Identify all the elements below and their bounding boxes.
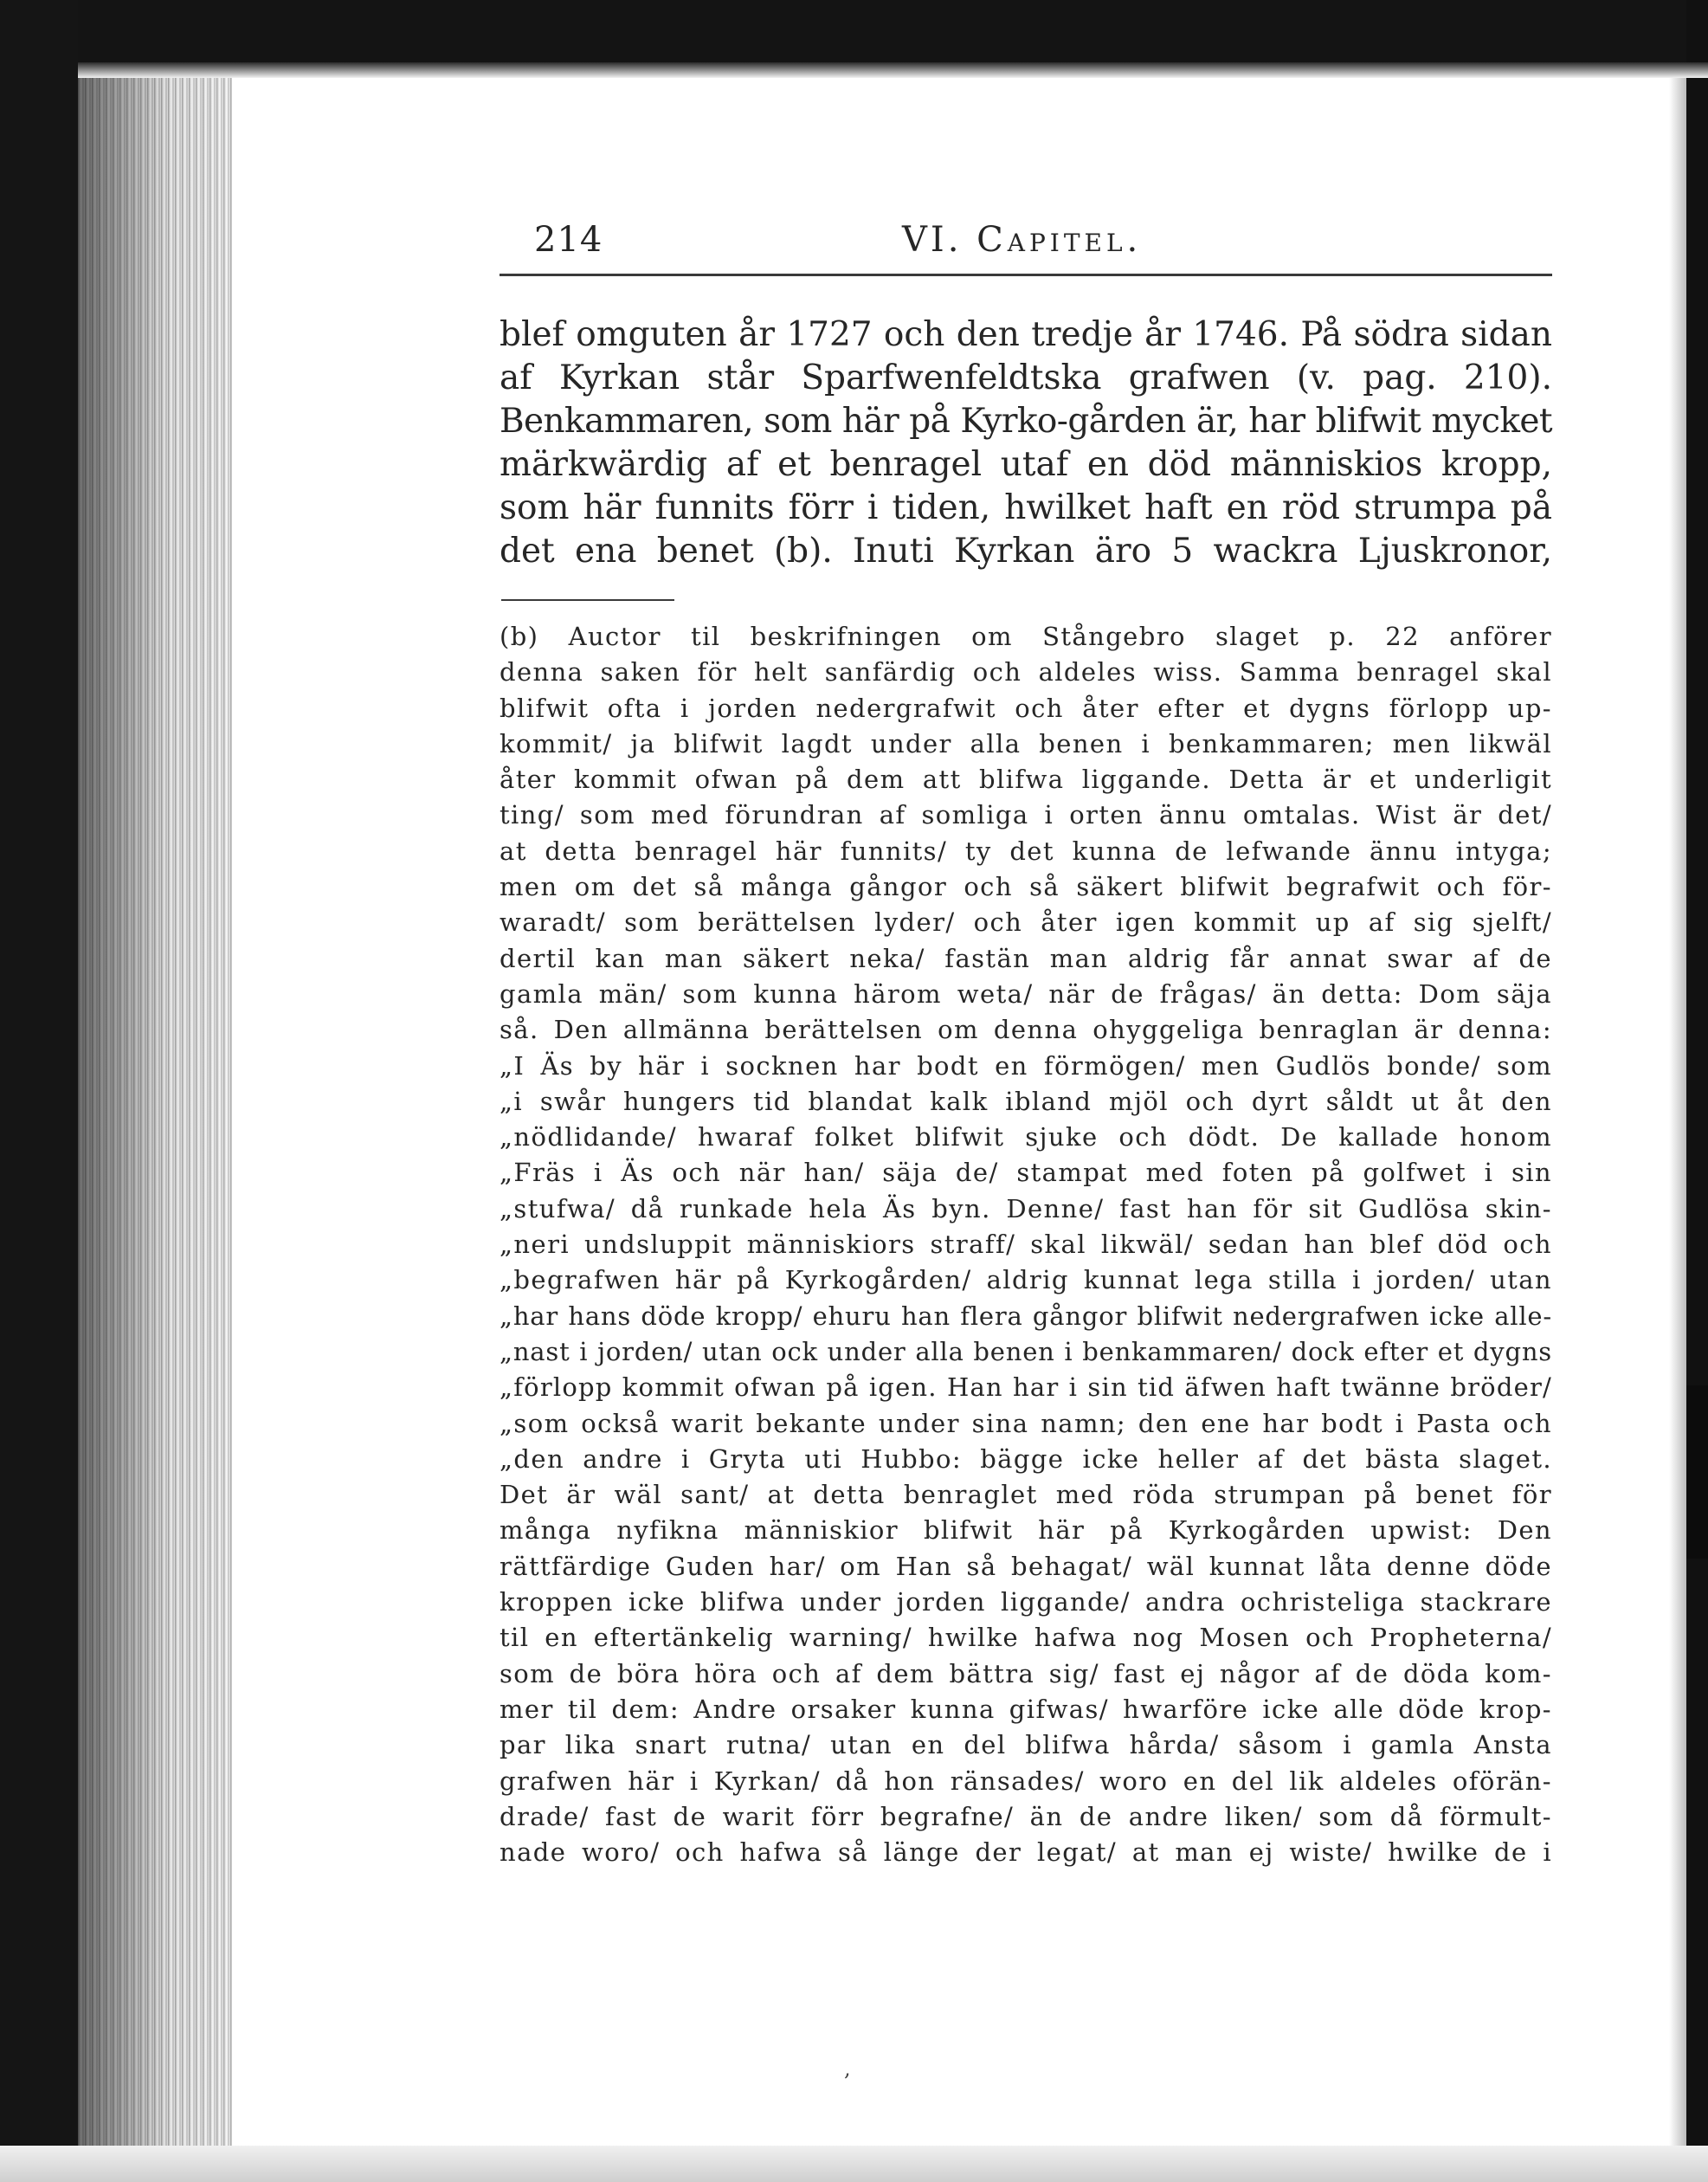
footnote-line: som de böra höra och af dem bättra sig/ fast ej någor af de döda kom- bbox=[500, 1658, 1552, 1688]
footnote-line: denna saken för helt sanfärdig och aldeles wiss. Samma benragel skal bbox=[500, 657, 1552, 688]
right-gutter-shadow bbox=[1669, 78, 1686, 2146]
running-head bbox=[902, 220, 1142, 260]
book-edge-shade bbox=[78, 78, 232, 2146]
footnote-line: rättfärdige Guden har/ om Han så behagat/ wäl kunnat låta denne döde bbox=[500, 1551, 1552, 1581]
scanner-frame-top bbox=[0, 0, 1708, 62]
right-edge-mark bbox=[1686, 1385, 1708, 1559]
footnote-line: kroppen icke blifwa under jorden liggande/ andra ochristeliga stackrare bbox=[500, 1587, 1552, 1617]
text-line: det ena benet (b). Inuti Kyrkan äro 5 wackra Ljuskronor, bbox=[500, 532, 1552, 571]
text-line: som här funnits förr i tiden, hwilket haft en röd strumpa på bbox=[500, 488, 1552, 527]
footnote-line: „neri undsluppit människiors straff/ skal likwäl/ sedan han blef död och bbox=[500, 1230, 1552, 1260]
footnote-line: Det är wäl sant/ at detta benraglet med röda strumpan på benet för bbox=[500, 1480, 1552, 1510]
footnote-line: „stufwa/ då runkade hela Äs byn. Denne/ fast han för sit Gudlösa skin- bbox=[500, 1193, 1552, 1223]
footnote-rule bbox=[501, 599, 674, 601]
footnote-line: mer til dem: Andre orsaker kunna gifwas/ hwarföre icke alle döde krop- bbox=[500, 1694, 1552, 1724]
footnote-line: nade woro/ och hafwa så länge der legat/ at man ej wiste/ hwilke de i bbox=[500, 1837, 1552, 1868]
footnote-line: til en eftertänkelig warning/ hwilke hafwa nog Mosen och Propheterna/ bbox=[500, 1623, 1552, 1653]
footnote-line: waradt/ som berättelsen lyder/ och åter igen kommit up af sig sjelft/ bbox=[500, 907, 1552, 938]
footnote-line: „nödlidande/ hwaraf folket blifwit sjuke och dödt. De kallade honom bbox=[500, 1122, 1552, 1152]
footnote-line: men om det så många gångor och så säkert blifwit begrafwit och för- bbox=[500, 872, 1552, 902]
footnote-line: „den andre i Gryta uti Hubbo: bägge icke heller af det bästa slaget. bbox=[500, 1443, 1552, 1474]
header-rule bbox=[500, 274, 1552, 276]
footnote-line: dertil kan man säkert neka/ fastän man aldrig får annat swar af de bbox=[500, 943, 1552, 973]
chapter-word: Capitel. bbox=[976, 220, 1143, 260]
footnote-line: „i swår hungers tid blandat kalk ibland mjöl och dyrt såldt ut åt den bbox=[500, 1086, 1552, 1116]
footnote-line: „Fräs i Äs och när han/ säja de/ stampat med foten på golfwet i sin bbox=[500, 1158, 1552, 1188]
scanner-frame-right bbox=[1686, 0, 1708, 2182]
text-line: blef omguten år 1727 och den tredje år 1746. På södra sidan bbox=[500, 315, 1552, 354]
footnote-line: „som också warit bekante under sina namn; den ene har bodt i Pasta och bbox=[500, 1408, 1552, 1438]
footnote-line: (b) Auctor til beskrifningen om Stångebro slaget p. 22 anförer bbox=[500, 622, 1552, 651]
text-line: märkwärdig af et benragel utaf en död människios kropp, bbox=[500, 445, 1552, 484]
footnote-line: åter kommit ofwan på dem att blifwa liggande. Detta är et underligit bbox=[500, 765, 1552, 795]
page-header bbox=[500, 208, 1552, 260]
footnote-line: kommit/ ja blifwit lagdt under alla benen i benkammaren; men likwäl bbox=[500, 728, 1552, 759]
page-content bbox=[500, 208, 1552, 1868]
footnote-line: gamla män/ som kunna härom weta/ när de frågas/ än detta: Dom säja bbox=[500, 978, 1552, 1009]
footnote-line: „begrafwen här på Kyrkogården/ aldrig kunnat lega stilla i jorden/ utan bbox=[500, 1265, 1552, 1295]
footnote-b bbox=[500, 619, 1552, 1870]
scanner-frame-bottom bbox=[0, 2146, 1708, 2182]
main-text bbox=[500, 313, 1552, 573]
chapter-numeral: VI. bbox=[902, 220, 963, 260]
footnote-line: at detta benragel här funnits/ ty det kunna de lefwande ännu intyga; bbox=[500, 836, 1552, 866]
footnote-line: blifwit ofta i jorden nedergrafwit och åter efter et dygns förlopp up- bbox=[500, 693, 1552, 723]
footnote-line: „nast i jorden/ utan ock under alla benen i benkammaren/ dock efter et dygns bbox=[500, 1336, 1552, 1366]
footnote-line: ting/ som med förundran af somliga i orten ännu omtalas. Wist är det/ bbox=[500, 800, 1552, 830]
page-top-shadow bbox=[78, 62, 1708, 78]
footnote-line: „förlopp kommit ofwan på igen. Han har i sin tid äfwen haft twänne bröder/ bbox=[500, 1372, 1552, 1403]
footnote-line: grafwen här i Kyrkan/ då hon ränsades/ woro en del lik aldeles oförän- bbox=[500, 1766, 1552, 1796]
scanner-frame-left bbox=[0, 0, 78, 2182]
stray-mark: , bbox=[844, 2056, 851, 2081]
footnote-line: par lika snart rutna/ utan en del blifwa hårda/ såsom i gamla Ansta bbox=[500, 1730, 1552, 1760]
footnote-line: „I Äs by här i socknen har bodt en förmögen/ men Gudlös bonde/ som bbox=[500, 1050, 1552, 1081]
text-line: Benkammaren, som här på Kyrko-gården är, har blifwit mycket bbox=[500, 402, 1552, 441]
page-number: 214 bbox=[534, 220, 603, 260]
footnote-line: „har hans döde kropp/ ehuru han flera gångor blifwit nedergrafwen icke alle- bbox=[500, 1301, 1552, 1331]
footnote-line: så. Den allmänna berättelsen om denna ohyggeliga benraglan är denna: bbox=[500, 1015, 1552, 1045]
footnote-line: många nyfikna människior blifwit här på Kyrkogården upwist: Den bbox=[500, 1515, 1552, 1546]
text-line: af Kyrkan står Sparfwenfeldtska grafwen (v. pag. 210). bbox=[500, 358, 1552, 397]
footnote-line: drade/ fast de warit förr begrafne/ än de andre liken/ som då förmult- bbox=[500, 1801, 1552, 1831]
